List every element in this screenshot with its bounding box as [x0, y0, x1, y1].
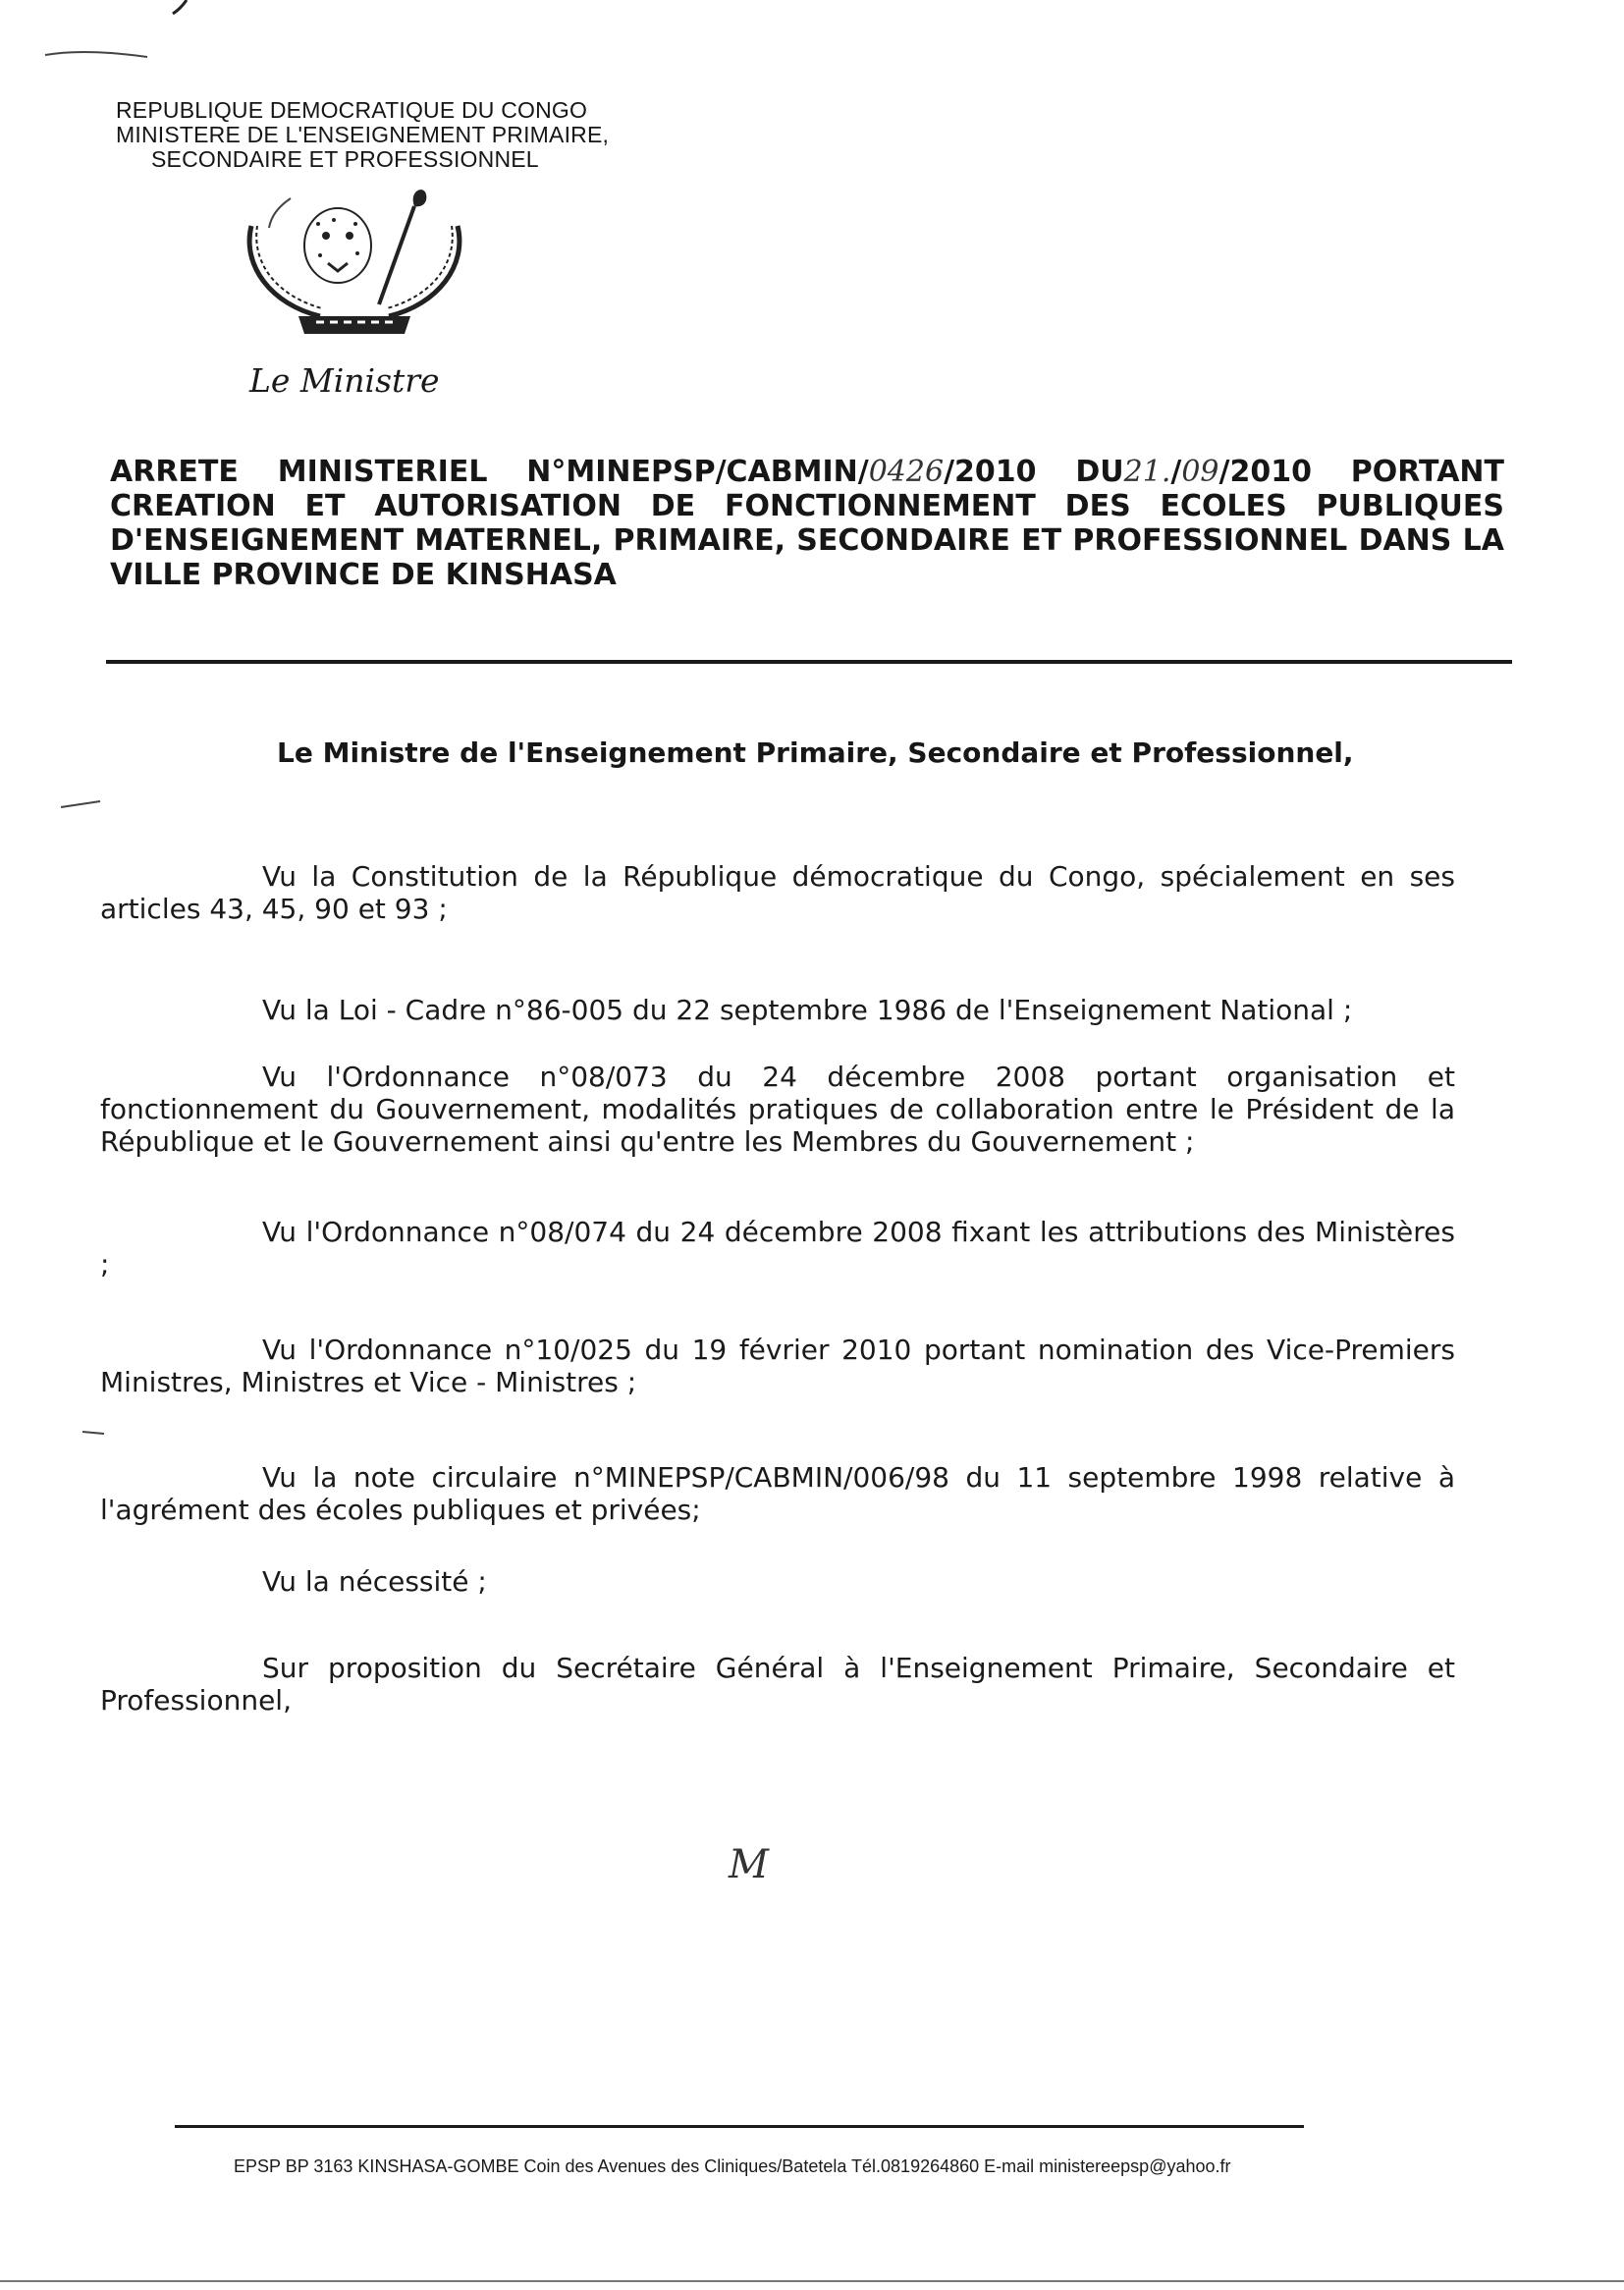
minister-subtitle: Le Ministre de l'Enseignement Primaire, Secondaire et Professionnel,: [277, 736, 1354, 769]
title-part2: /2010 DU: [944, 455, 1124, 489]
signature-label: Le Ministre: [249, 361, 440, 400]
title-slash: /: [1170, 455, 1182, 489]
paragraph-ordonnance-073: Vu l'Ordonnance n°08/073 du 24 décembre 2008 portant organisation et fonctionnement du Gouvernement, modalités pratiques de collaboration entre le Président de la République et le Gouvernement ainsi qu'entre les Membres du Gouvernement ;: [100, 1061, 1455, 1158]
decree-title: [110, 455, 1504, 592]
coat-of-arms-leopard-icon: [232, 187, 477, 334]
paragraph-ordonnance-074: Vu l'Ordonnance n°08/074 du 24 décembre 2008 fixant les attributions des Ministères ;: [100, 1216, 1455, 1281]
title-underline: [106, 660, 1512, 664]
handwritten-initials: M: [729, 1842, 769, 1887]
ministry-name-cont: SECONDAIRE ET PROFESSIONNEL: [151, 146, 539, 172]
country-name: REPUBLIQUE DEMOCRATIQUE DU CONGO: [116, 97, 588, 123]
footer-address: EPSP BP 3163 KINSHASA-GOMBE Coin des Avenues des Cliniques/Batetela Tél.0819264860 E-mail ministereepsp@yahoo.fr: [234, 2156, 1231, 2176]
paragraph-loi-cadre: Vu la Loi - Cadre n°86-005 du 22 septembre 1986 de l'Enseignement National ;: [262, 994, 1353, 1026]
letterhead: [116, 98, 666, 172]
paragraph-constitution: Vu la Constitution de la République démocratique du Congo, spécialement en ses articles 43, 45, 90 et 93 ;: [100, 860, 1455, 925]
paragraph-necessite: Vu la nécessité ;: [262, 1565, 487, 1598]
title-part3: /2010 PORTANT CREATION ET AUTORISATION DE FONCTIONNEMENT DES ECOLES PUBLIQUES D'ENSEIGNEMENT MATERNEL, PRIMAIRE, SECONDAIRE ET PROFESSIONNEL DANS LA VILLE PROVINCE DE KINSHASA: [110, 455, 1504, 592]
footer-rule: [175, 2125, 1304, 2128]
paragraph-note-circulaire: Vu la note circulaire n°MINEPSP/CABMIN/006/98 du 11 septembre 1998 relative à l'agrément des écoles publiques et privées;: [100, 1461, 1455, 1526]
ministry-name: MINISTERE DE L'ENSEIGNEMENT PRIMAIRE,: [116, 122, 610, 147]
decree-number: 0426: [868, 455, 945, 489]
paragraph-ordonnance-025: Vu l'Ordonnance n°10/025 du 19 février 2010 portant nomination des Vice-Premiers Ministres, Ministres et Vice - Ministres ;: [100, 1334, 1455, 1398]
page-bottom-rule: [0, 2280, 1624, 2282]
paragraph-proposition: Sur proposition du Secrétaire Général à l'Enseignement Primaire, Secondaire et Professionnel,: [100, 1652, 1455, 1717]
decree-month: 09: [1181, 455, 1219, 489]
decree-day: 21.: [1123, 455, 1171, 489]
title-part1: ARRETE MINISTERIEL N°MINEPSP/CABMIN/: [110, 455, 869, 489]
